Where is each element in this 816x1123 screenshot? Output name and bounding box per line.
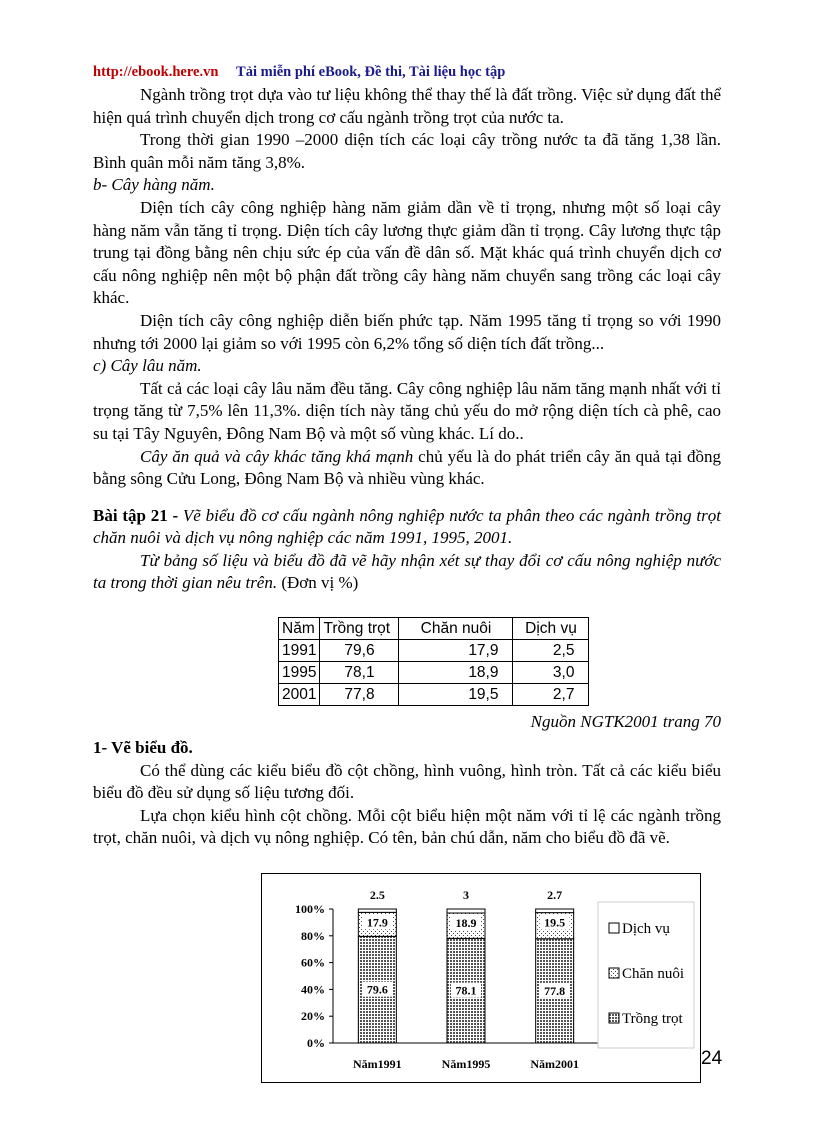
table-header-cell: Năm xyxy=(279,618,320,640)
exercise-unit: (Đơn vị %) xyxy=(277,573,359,593)
table-cell: 3,0 xyxy=(513,662,589,684)
table-header-row xyxy=(279,618,589,640)
paragraph-6 xyxy=(93,446,721,491)
table-cell: 17,9 xyxy=(399,640,513,662)
paragraph-3: Diện tích cây công nghiệp hàng năm giảm dần về tỉ trọng, nhưng một số loại cây hàng năm vẫn tăng tỉ trọng. Diện tích cây lương thực giảm dần tỉ trọng. Cây lương thực tập trung tại đồng bằng nên chịu sức ép của vấn đề dân số. Mặt khác quá trình chuyển dịch cơ cấu nông nghiệp nên một bộ phận đất trồng cây hàng năm chuyển sang trồng các loại cây khác. xyxy=(93,197,721,308)
section-1-paragraph-2: Lựa chọn kiểu hình cột chồng. Mỗi cột biểu hiện một năm với tỉ lệ các ngành trồng trọt, chăn nuôi, và dịch vụ nông nghiệp. Có tên, bản chú dẫn, năm cho biểu đồ đã vẽ. xyxy=(93,805,721,848)
paragraph-6-rest: chủ yếu là do phát triển cây ăn quả tại đồng bằng sông Cửu Long, Đông Nam Bộ và nhiều vùng khác. xyxy=(93,446,721,489)
data-label: 18.9 xyxy=(455,916,477,931)
y-tick-label: 20% xyxy=(301,1009,325,1024)
y-tick-label: 60% xyxy=(301,955,325,970)
bar-segment-dịch-vụ xyxy=(358,909,396,912)
exercise-task-text: Từ bảng số liệu và biểu đồ đã vẽ hãy nhận xét sự thay đổi cơ cấu nông nghiệp nước ta trong thời gian nêu trên. xyxy=(93,550,721,593)
legend-label: Trồng trọt xyxy=(622,1011,683,1027)
legend-swatch xyxy=(609,923,619,933)
paragraph-4: Diện tích cây công nghiệp diễn biến phức tạp. Năm 1995 tăng tỉ trọng so với 1990 nhưng tới 2000 lại giảm so với 1995 còn 6,2% tổng số diện tích đất trồng... xyxy=(93,310,721,353)
legend-label: Dịch vụ xyxy=(622,921,670,937)
table-source: Nguồn NGTK2001 trang 70 xyxy=(530,712,721,731)
table-header-cell: Dịch vụ xyxy=(513,618,589,640)
table-header-cell: Trồng trọt xyxy=(320,618,399,640)
data-label: 3 xyxy=(463,888,469,902)
section-1-title: 1- Vẽ biểu đồ. xyxy=(93,738,193,757)
x-tick-label: Năm2001 xyxy=(530,1057,580,1071)
x-tick-label: Năm1991 xyxy=(352,1057,402,1071)
table-row xyxy=(279,684,589,706)
heading-b: b- Cây hàng năm. xyxy=(93,175,215,195)
exercise-prompt xyxy=(93,505,721,550)
heading-c: c) Cây lâu năm. xyxy=(93,356,202,376)
bar-segment-dịch-vụ xyxy=(536,909,574,913)
table-cell: 77,8 xyxy=(320,684,399,706)
y-tick-label: 0% xyxy=(307,1036,325,1050)
data-label: 19.5 xyxy=(544,915,566,930)
legend-swatch xyxy=(609,968,619,978)
table-cell: 2,7 xyxy=(513,684,589,706)
table-cell: 79,6 xyxy=(320,640,399,662)
y-tick-label: 80% xyxy=(301,928,325,943)
bar-segment-dịch-vụ xyxy=(447,909,485,913)
table-row xyxy=(279,662,589,684)
paragraph-1: Ngành trồng trọt dựa vào tư liệu không thể thay thế là đất trồng. Việc sử dụng đất thể hiện quá trình chuyển dịch trong cơ cấu ngành trồng trọt của nước ta. xyxy=(93,85,721,127)
paragraph-6-italic: Cây ăn quả và cây khác tăng khá mạnh xyxy=(140,446,414,466)
exercise-title: Bài tập 21 - xyxy=(93,505,183,525)
header-url[interactable]: http://ebook.here.vn xyxy=(93,64,219,80)
table-header-cell: Chăn nuôi xyxy=(399,618,513,640)
body-text xyxy=(93,84,721,595)
table-row xyxy=(279,640,589,662)
header-tagline: Tải miễn phí eBook, Đề thi, Tài liệu học tập xyxy=(236,64,506,80)
data-label: 17.9 xyxy=(366,915,388,930)
table-cell: 1991 xyxy=(279,640,320,662)
section-1 xyxy=(93,737,721,850)
table-cell: 1995 xyxy=(279,662,320,684)
data-label: 77.8 xyxy=(544,983,566,998)
data-label: 2.5 xyxy=(369,888,385,902)
legend-label: Chăn nuôi xyxy=(622,966,685,982)
legend-swatch xyxy=(609,1013,619,1023)
data-label: 79.6 xyxy=(366,982,388,997)
y-tick-label: 40% xyxy=(301,982,325,997)
exercise-task xyxy=(93,550,721,595)
page-number: 24 xyxy=(701,1048,723,1069)
data-label: 78.1 xyxy=(455,983,477,998)
exercise-prompt-text: Vẽ biểu đồ cơ cấu ngành nông nghiệp nước ta phân theo các ngành trồng trọt chăn nuôi và dịch vụ nông nghiệp các năm 1991, 1995, 2001. xyxy=(93,505,721,548)
data-label: 2.7 xyxy=(547,888,563,902)
paragraph-2: Trong thời gian 1990 –2000 diện tích các loại cây trồng nước ta đã tăng 1,38 lần. Bình quân mỗi năm tăng 3,8%. xyxy=(93,130,721,172)
table-cell: 18,9 xyxy=(399,662,513,684)
data-table xyxy=(278,617,589,706)
page-header xyxy=(93,64,505,81)
section-1-paragraph-1: Có thể dùng các kiểu biểu đồ cột chồng, hình vuông, hình tròn. Tất cả các kiểu biểu biểu đồ đều sử dụng số liệu tương đối. xyxy=(93,760,721,803)
table-cell: 78,1 xyxy=(320,662,399,684)
table-cell: 2001 xyxy=(279,684,320,706)
table-cell: 2,5 xyxy=(513,640,589,662)
table-cell: 19,5 xyxy=(399,684,513,706)
stacked-bar-chart xyxy=(261,873,701,1083)
paragraph-5: Tất cả các loại cây lâu năm đều tăng. Cây công nghiệp lâu năm tăng mạnh nhất với tỉ trọng tăng từ 7,5% lên 11,3%. diện tích này tăng chủ yếu do mở rộng diện tích cà phê, cao su tại Tây Nguyên, Đông Nam Bộ và một số vùng khác. Lí do.. xyxy=(93,378,721,443)
x-tick-label: Năm1995 xyxy=(441,1057,491,1071)
y-tick-label: 100% xyxy=(295,902,325,916)
